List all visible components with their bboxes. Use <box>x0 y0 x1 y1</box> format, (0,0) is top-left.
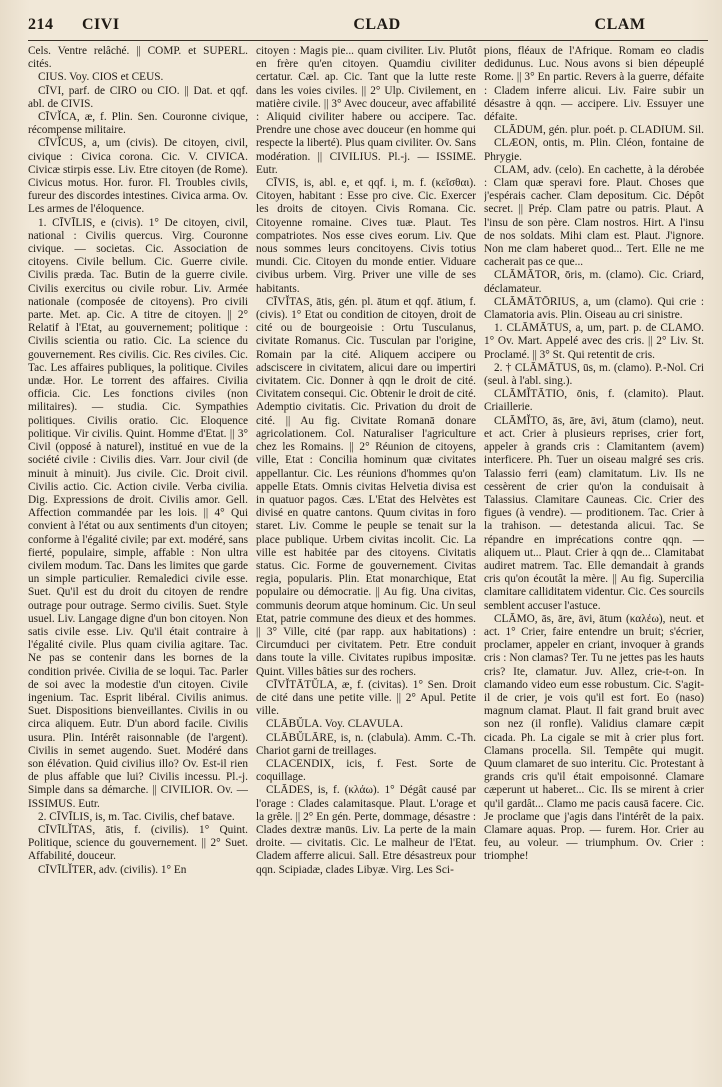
dictionary-entry: CLÆON, ontis, m. Plin. Cléon, fontaine de Phrygie. <box>484 137 704 163</box>
guide-word-right: CLAM <box>594 16 646 33</box>
dictionary-entry: CLĀDUM, gén. plur. poét. p. CLADIUM. Sil. <box>494 124 704 137</box>
dictionary-entry: CLĀBŬLĀRE, is, n. (clabula). Amm. C.-Th. Chariot garni de treillages. <box>256 731 476 757</box>
dictionary-entry: 2. CĪVĪLIS, is, m. Tac. Civilis, chef batave. <box>38 810 235 823</box>
dictionary-entry: Cels. Ventre relâché. || COMP. et SUPERL. cités. <box>28 45 248 71</box>
dictionary-entry: CĪVĬTAS, ātis, gén. pl. ātum et qqf. ātium, f. (civis). 1° Etat ou condition de citoyen, droit de cité ou de bourgeoisie : Ortu Tusculanus, civitate Romanus. Cic. Tusculan par l'origine, Romain par la cité. Aliquem accipere ou adsciscere in civitatem, alicui dare ou impertiri civitatem. Cic. Donner à qqn le droit de cité. Civitatem consequi. Cic. Obtenir le droit de cité. Ademptio civitatis. Cic. Privation du droit de cité. || Au fig. Civitate Romanā donare agricolationem. Col. Naturaliser l'agriculture chez les Romains. || 2° Réunion de citoyens, ville, Etat : Concilia hominum quæ civitates appellantur. Cic. Les réunions d'hommes qu'on appelle Etats. Omnis civitas Helvetia divisa est in quatuor pagos. Cæs. L'Etat des Helvètes est divisé en quatre cantons. Quum civitas in foro staret. Liv. Comme le peuple se tenait sur la place publique. Urbem civitas incolit. Cic. La ville est habitée par des citoyens. Civitatis status. Cic. Forme de gouvernement. Civitas regia, popularis. Plin. Etat monarchique, Etat populaire ou démocratie. || Au fig. Una civitas, communis deorum atque hominum. Cic. Un seul Etat, patrie commune des dieux et des hommes. || 3° Ville, cité (par rapp. aux habitations) : Circumduci per civitatem. Petr. Etre conduit dans toute la ville. Civitates rupibus impositæ. Quint. Villes bâties sur des rochers. <box>256 295 476 678</box>
column-left <box>28 45 248 1070</box>
column-middle <box>256 45 476 1070</box>
dictionary-entry: CLĀMĬTĀTIO, ōnis, f. (clamito). Plaut. Criaillerie. <box>484 388 704 414</box>
dictionary-entry: CLĀMĀTOR, ōris, m. (clamo). Cic. Criard, déclamateur. <box>484 269 704 295</box>
dictionary-entry: CLĀMO, ās, āre, āvi, ātum (καλέω), neut. et act. 1° Crier, faire entendre un bruit; s'écrier, proclamer, appeler en criant, invoquer à grands cris : Non clamas? Ter. Tu ne jettes pas les hauts cris? Ite, clamatur. Juv. Allez, crie-t-on. In clamando video eum esse robustum. Cic. S'agit-il de crier, je vois qu'il est fort. Eo (naso) magnum clamat. Plaut. Il fait grand bruit avec son nez (il ronfle). Validius clamare cæpit cicada. Ph. La cigale se mit à crier plus fort. Clamans procella. Sil. Tempête qui mugit. Quum clamaret de suo interitu. Cic. Protestant à grands cris qu'il était empoisonné. Clamare cæperunt ut haberet... Cic. Ils se mirent à crier qu'il gardât... Clamo me pacis causā facere. Cic. Je proclame que j'agis dans l'intérêt de la paix. Clamare aquas. Prop. — furem. Hor. Crier au feu, au voleur. — triumphum. Ov. Crier : triomphe! <box>484 612 704 863</box>
dictionary-entry: CĪVIS, is, abl. e, et qqf. i, m. f. (κεῖσθαι). Citoyen, habitant : Esse pro cive. Cic. Exercer les droits de citoyen. Civis Romana. Cic. Citoyenne romaine. Cives tuæ. Plaut. Tes compatriotes. Nos esse cives eorum. Liv. Que nous sommes leurs concitoyens. Civis totius mundi. Cic. Citoyen du monde entier. Viduare civibus urbem. Virg. Priver une ville de ses habitants. <box>256 177 476 295</box>
dictionary-entry: CLĀMĬTO, ās, āre, āvi, ātum (clamo), neut. et act. Crier à plusieurs reprises, crier fort, appeler à grands cris : Clamitantem (avem) interficere. Ph. Tuer un oiseau malgré ses cris. Talassio ferri (eam) clamitatum. Liv. Ils ne cessèrent de crier qu'on la conduisait à Talassius. Clamitare Cauneas. Cic. Crier des figues (à vendre). — proditionem. Tac. Crier à la trahison. — detestanda alicui. Tac. Se répandre en imprécations contre qqn. — aliquem ut... Plaut. Crier à qqn de... Clamitabat audiret matrem. Tac. Elle demandait à grands cris qu'on écoutât la mère. || Au fig. Supercilia clamitare calliditatem videntur. Cic. Ces sourcils semblent accuser l'astuce. <box>484 414 704 612</box>
dictionary-entry: CĪVĬCA, æ, f. Plin. Sen. Couronne civique, récompense militaire. <box>28 111 248 137</box>
dictionary-entry: CĪVĬCUS, a, um (civis). De citoyen, civil, civique : Civica corona. Cic. V. CIVICA. Civicæ stirpis esse. Liv. Etre citoyen (de Rome). Civicus motus. Hor. furor. Fl. Troubles civils, fureur des discordes intestines. Civica arma. Ov. Les armes de l'éloquence. <box>28 137 248 216</box>
dictionary-entry: pions, fléaux de l'Afrique. Romam eo cladis dedidunus. Luc. Nous avons si bien dépeuplé Rome. || 3° En partic. Revers à la guerre, défaite : Cladem inferre alicui. Liv. Faire subir un désastre à qqn. — accipere. Liv. Essuyer une défaite. <box>484 45 704 124</box>
dictionary-entry: 2. † CLĀMĀTUS, ūs, m. (clamo). P.-Nol. Cri (seul. à l'abl. sing.). <box>484 361 704 388</box>
running-header <box>28 16 708 41</box>
dictionary-entry: CLĀMĀTŌRIUS, a, um (clamo). Qui crie : Clamatoria avis. Plin. Oiseau au cri sinistre. <box>484 295 704 322</box>
dictionary-entry: CĪVI, parf. de CIRO ou CIO. || Dat. et qqf. abl. de CIVIS. <box>28 84 248 110</box>
dictionary-entry: CIUS. Voy. CIOS et CEUS. <box>38 71 164 84</box>
dictionary-entry: CLAM, adv. (celo). En cachette, à la dérobée : Clam quæ speravi fore. Plaut. Choses que j'espérais cacher. Clam depositum. Cic. Dépôt secret. || Prép. Clam patre ou patris. Plaut. A l'insu de son père. Clam nostros. Hirt. A l'insu de nos soldats. Mihi clam est. Plaut. J'ignore. Non me clam haberet quod... Tert. Elle ne me cacherait pas ce que... <box>484 163 704 269</box>
dictionary-entry: 1. CĪVĪLIS, e (civis). 1° De citoyen, civil, national : Civilis quercus. Virg. Couronne civique. — societas. Cic. Association de citoyens. Civile bellum. Cic. Guerre civile. Civilis præda. Tac. Butin de la guerre civile. Civilis exercitus ou civile robur. Liv. Armée nationale (composée de citoyens). Pro civili parte. Met. ap. Cic. A titre de citoyen. || 2° Relatif à l'Etat, au gouvernement; politique : Civilis scientia ou ratio. Cic. La science du gouvernement. Res civilis. Cic. Res civiles. Cic. Tac. Les affaires publiques, la politique. Civiles undæ. Hor. Le torrent des affaires. Civilia officia. Cic. Les fonctions civiles (non militaires). — studia. Cic. Sympathies politiques. Civilis oratio. Cic. Eloquence politique. Vir civilis. Quint. Homme d'Etat. || 3° Civil (opposé à naturel), institué en vue de la société civile : Civilis dies. Varr. Jour civil (de minuit à minuit). Jus civile. Cic. Droit civil. Civilis actio. Cic. Action civile. Verba civilia. Dig. Expressions de droit. Civilis amor. Gell. Affection commandée par les lois. || 4° Qui convient à l'état ou aux sentiments d'un citoyen; conforme à l'égalité civile; par ext. modéré, sans fierté, populaire, simple, affable : Non ultra civilem modum. Tac. Dans les limites que garde un simple particulier. Remaledici civile esse. Suet. Qu'il est du droit du citoyen de rendre outrage pour outrage. Sermo civilis. Suet. Style usuel. Liv. Langage digne d'un bon citoyen. Non satis civile esse. Liv. Qu'il était contraire à l'égalité civile. Plus quam civilia agitare. Tac. Ne pas se contenir dans les bornes de la condition privée. Civilia de se loqui. Tac. Parler de soi avec la modestie d'un citoyen. Civile ingenium. Tac. Esprit libéral. Civilis animus. Suet. Dispositions bienveillantes. Civilis in ou circa aliquem. Eutr. D'un abord facile. Civilis usura. Plin. Intérêt raisonnable (de l'argent). Civilis in semet augendo. Suet. Modéré dans son élévation. Quid civilius illo? Ov. Est-il rien de plus affable que lui? Civilis incessu. Pl.-j. Simple dans sa démarche. || CIVILIOR. Ov. — ISSIMUS. Eutr. <box>28 216 248 810</box>
guide-word-center: CLAD <box>353 16 401 33</box>
column-right <box>484 45 704 1070</box>
dictionary-entry: CĪVĪLĬTAS, ātis, f. (civilis). 1° Quint. Politique, science du gouvernement. || 2° Suet. Affabilité, douceur. <box>28 823 248 863</box>
dictionary-entry: CLACENDIX, icis, f. Fest. Sorte de coquillage. <box>256 757 476 784</box>
dictionary-entry: 1. CLĀMĀTUS, a, um, part. p. de CLAMO. 1° Ov. Mart. Appelé avec des cris. || 2° Liv. St. Proclamé. || 3° St. Qui retentit de cris. <box>484 322 704 361</box>
text-columns <box>28 45 708 1070</box>
dictionary-entry: CLĀBŬLA. Voy. CLAVULA. <box>266 718 404 731</box>
dictionary-entry: CĪVĪLĬTER, adv. (civilis). 1° En <box>38 863 187 876</box>
page-number: 214 <box>28 16 54 33</box>
dictionary-entry: CĪVĬTĀTŬLA, æ, f. (civitas). 1° Sen. Droit de cité dans une petite ville. || 2° Apul. Petite ville. <box>256 678 476 718</box>
dictionary-entry: CLĀDES, is, f. (κλάω). 1° Dégât causé par l'orage : Clades calamitasque. Plaut. L'orage et la grêle. || 2° En gén. Perte, dommage, désastre : Clades dextræ manūs. Liv. La perte de la main droite. — civitatis. Cic. Le malheur de l'Etat. Cladem afferre alicui. Sall. Etre désastreux pour qqn. Scipiadæ, clades Libyæ. Virg. Les Sci- <box>256 784 476 876</box>
guide-word-left: CIVI <box>82 16 120 33</box>
dictionary-entry: citoyen : Magis pie... quam civiliter. Liv. Plutôt en frère qu'en citoyen. Quamdiu civiliter certatur. Cæl. ap. Cic. Tant que la lutte reste dans les voies civiles. || 2° Ulp. Civilement, en matière civile. || 3° Avec douceur, avec affabilité : Aliquid civiliter habere ou accipere. Tac. Prendre une chose avec douceur (en homme qui respecte la liberté). Plus quam civiliter. Ov. Sans modération. || CIVILIUS. Pl.-j. — ISSIME. Eutr. <box>256 45 476 176</box>
